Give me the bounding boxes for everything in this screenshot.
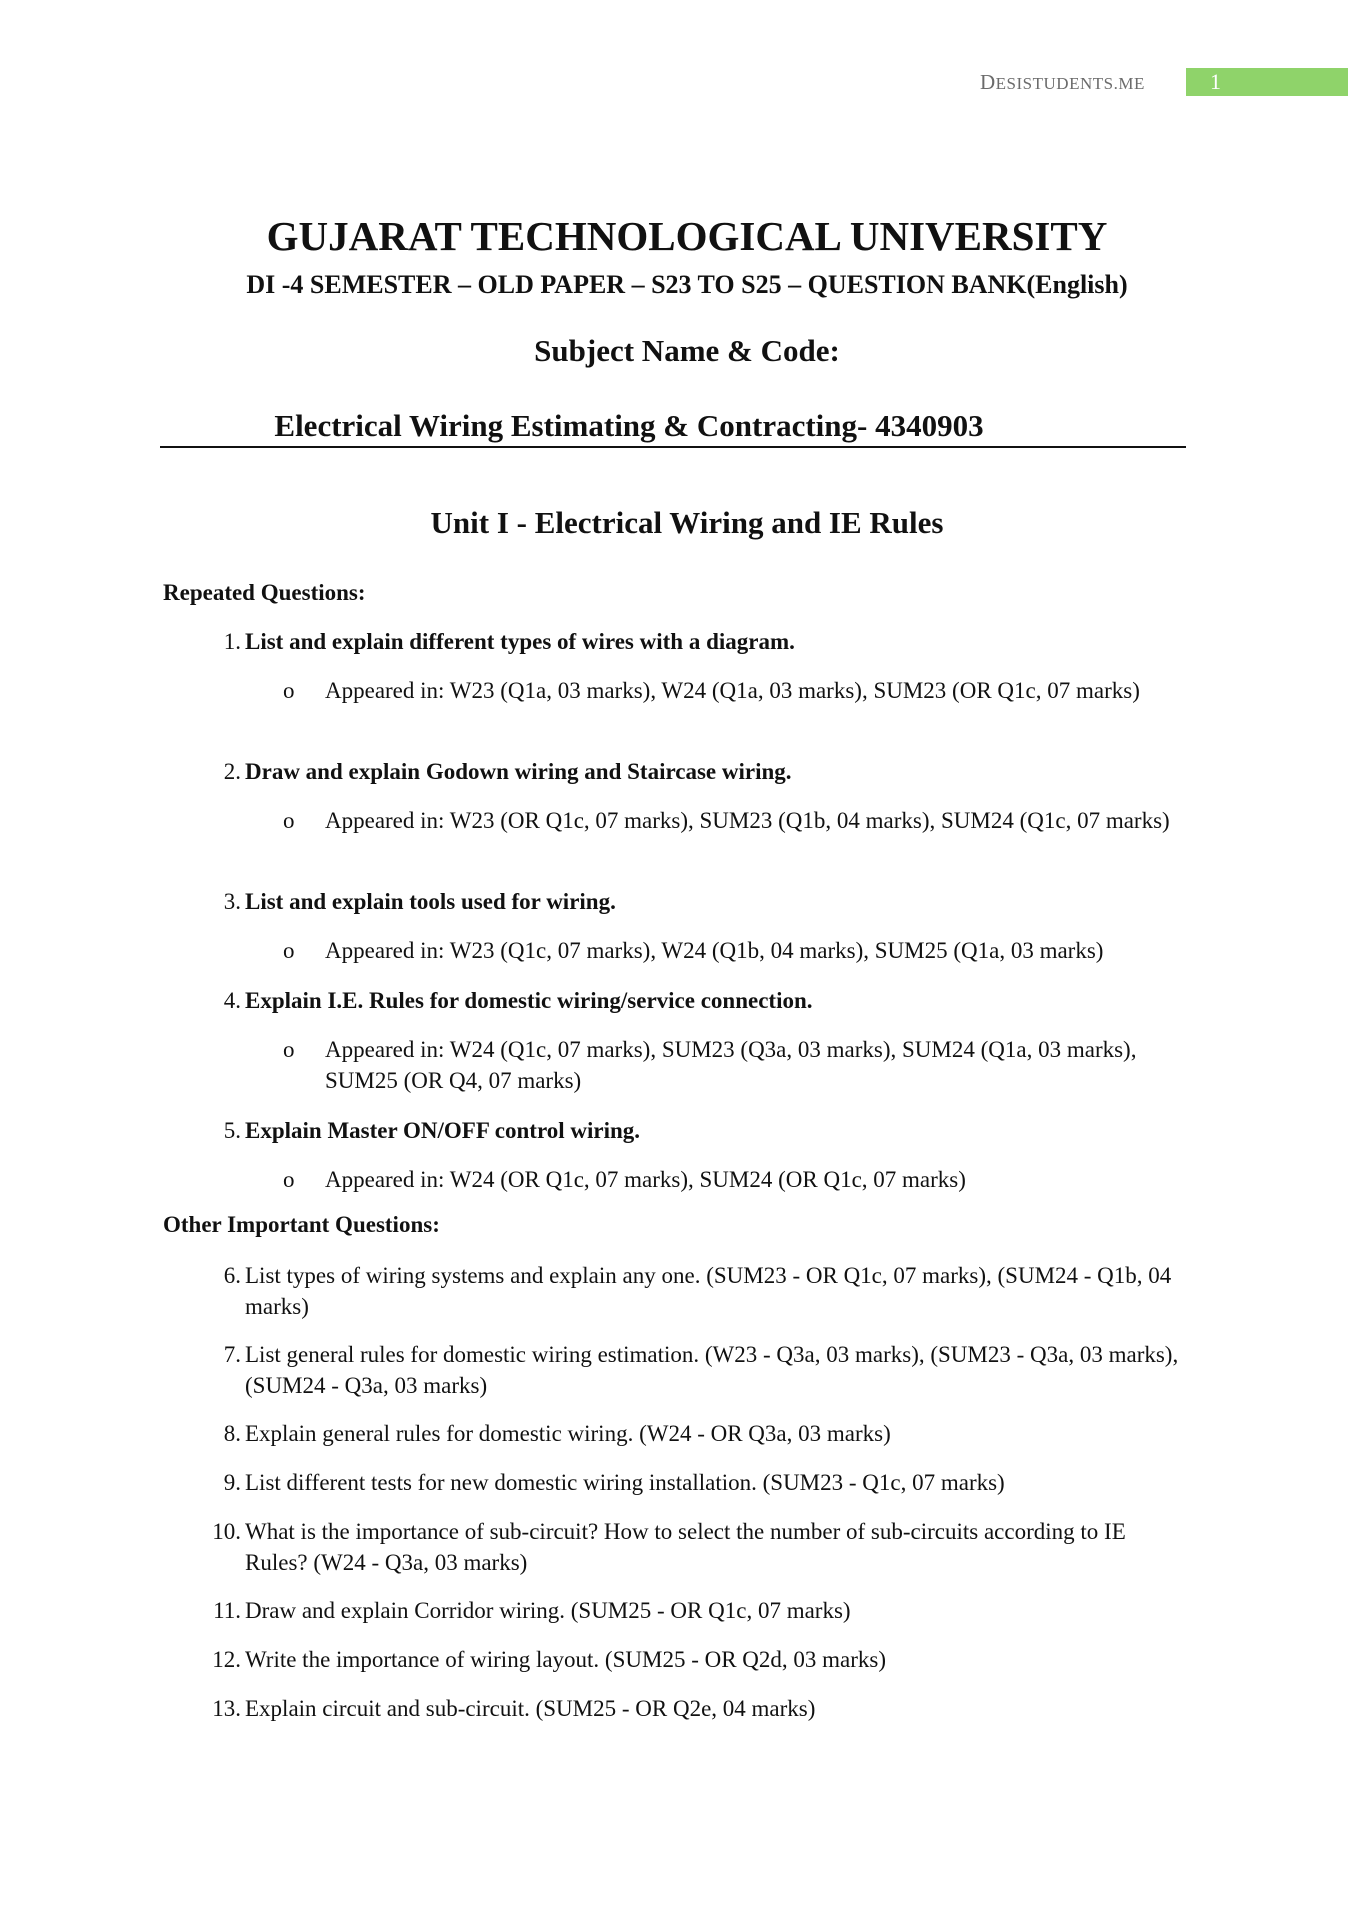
question-number: 2. bbox=[223, 759, 241, 784]
bullet: o bbox=[283, 938, 295, 963]
question-text: List types of wiring systems and explain any one. (SUM23 - OR Q1c, 07 marks), (SUM24 - Q1b, 04 marks) bbox=[245, 1263, 1172, 1319]
question-number: 12. bbox=[212, 1647, 241, 1672]
unit-title: Unit I - Electrical Wiring and IE Rules bbox=[430, 505, 944, 540]
question-text: Explain I.E. Rules for domestic wiring/service connection. bbox=[245, 988, 813, 1013]
bullet: o bbox=[283, 1037, 295, 1062]
question-number: 11. bbox=[213, 1598, 241, 1623]
question-number: 13. bbox=[212, 1696, 241, 1721]
question-text: Explain Master ON/OFF control wiring. bbox=[245, 1118, 641, 1143]
paper-subtitle: DI -4 SEMESTER – OLD PAPER – S23 TO S25 – QUESTION BANK(English) bbox=[246, 270, 1128, 299]
question-number: 8. bbox=[223, 1421, 241, 1446]
question-text: List general rules for domestic wiring estimation. (W23 - Q3a, 03 marks), (SUM23 - Q3a, 03 marks), (SUM24 - Q3a, 03 marks) bbox=[245, 1342, 1179, 1398]
question-number: 6. bbox=[223, 1263, 241, 1288]
repeated-questions-heading: Repeated Questions: bbox=[163, 580, 366, 605]
question-number: 9. bbox=[223, 1470, 241, 1495]
question-text: List and explain tools used for wiring. bbox=[245, 889, 616, 914]
divider bbox=[160, 446, 1186, 448]
other-questions-heading: Other Important Questions: bbox=[163, 1212, 440, 1237]
appeared-in-text: Appeared in: W24 (Q1c, 07 marks), SUM23 (Q3a, 03 marks), SUM24 (Q1a, 03 marks), SUM25 (OR Q4, 07 marks) bbox=[325, 1037, 1137, 1093]
question-text: Write the importance of wiring layout. (SUM25 - OR Q2d, 03 marks) bbox=[245, 1647, 887, 1672]
site-initial: D bbox=[980, 70, 996, 94]
question-number: 10. bbox=[212, 1519, 241, 1544]
question-text: What is the importance of sub-circuit? How to select the number of sub-circuits according to IE Rules? (W24 - Q3a, 03 marks) bbox=[245, 1519, 1126, 1575]
bullet: o bbox=[283, 808, 295, 833]
question-number: 7. bbox=[223, 1342, 241, 1367]
subject-name-code: Electrical Wiring Estimating & Contracting- 4340903 bbox=[274, 408, 984, 443]
appeared-in-text: Appeared in: W23 (OR Q1c, 07 marks), SUM23 (Q1b, 04 marks), SUM24 (Q1c, 07 marks) bbox=[325, 808, 1170, 833]
question-number: 4. bbox=[223, 988, 241, 1013]
header-site-name bbox=[980, 70, 1145, 95]
question-text: List and explain different types of wires with a diagram. bbox=[245, 629, 795, 654]
question-text: Draw and explain Corridor wiring. (SUM25 - OR Q1c, 07 marks) bbox=[245, 1598, 851, 1623]
site-name-suffix: .ME bbox=[1113, 74, 1145, 93]
page-number-badge: 1 bbox=[1186, 68, 1348, 96]
question-text: Explain circuit and sub-circuit. (SUM25 - OR Q2e, 04 marks) bbox=[245, 1696, 816, 1721]
appeared-in-text: Appeared in: W24 (OR Q1c, 07 marks), SUM24 (OR Q1c, 07 marks) bbox=[325, 1167, 966, 1192]
university-title: GUJARAT TECHNOLOGICAL UNIVERSITY bbox=[266, 213, 1108, 259]
question-number: 3. bbox=[223, 889, 241, 914]
bullet: o bbox=[283, 678, 295, 703]
question-text: List different tests for new domestic wiring installation. (SUM23 - Q1c, 07 marks) bbox=[245, 1470, 1005, 1495]
question-number: 5. bbox=[223, 1118, 241, 1143]
subject-label: Subject Name & Code: bbox=[534, 333, 840, 368]
question-text: Explain general rules for domestic wiring. (W24 - OR Q3a, 03 marks) bbox=[245, 1421, 891, 1446]
appeared-in-text: Appeared in: W23 (Q1a, 03 marks), W24 (Q1a, 03 marks), SUM23 (OR Q1c, 07 marks) bbox=[325, 678, 1140, 703]
question-text: Draw and explain Godown wiring and Staircase wiring. bbox=[245, 759, 792, 784]
question-number: 1. bbox=[223, 629, 241, 654]
bullet: o bbox=[283, 1167, 295, 1192]
site-name-rest: ESISTUDENTS bbox=[995, 74, 1114, 93]
appeared-in-text: Appeared in: W23 (Q1c, 07 marks), W24 (Q1b, 04 marks), SUM25 (Q1a, 03 marks) bbox=[325, 938, 1104, 963]
